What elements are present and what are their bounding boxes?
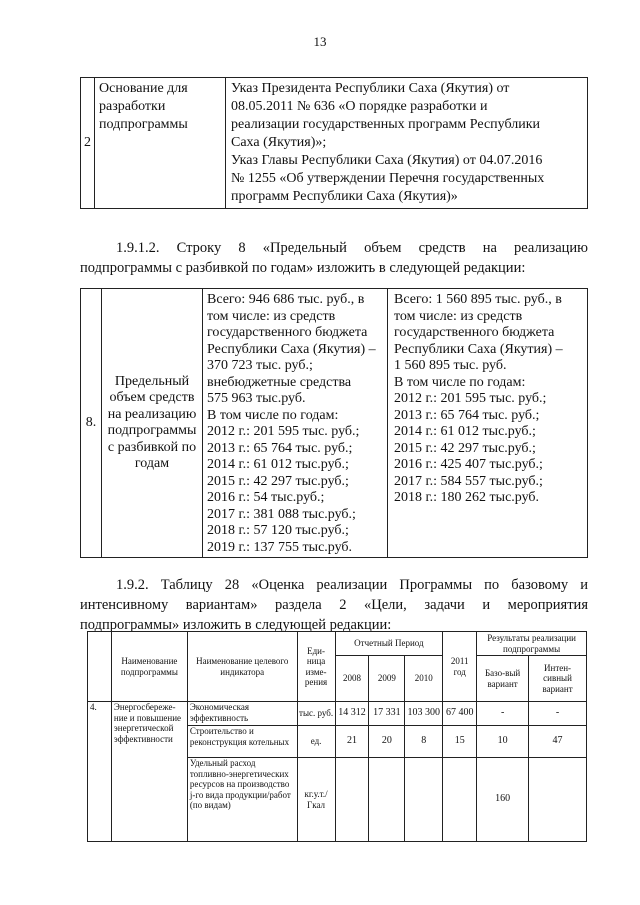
unit-cell: ед. [297, 726, 335, 758]
page-number: 13 [313, 34, 327, 49]
value-base: 160 [477, 758, 529, 842]
subprogram-name: Энергосбереже-ние и повышение энергетической эффективности [111, 702, 187, 842]
old-funding-text: Всего: 946 686 тыс. руб., в том числе: из средств государственного бюджета Республики Саха (Якутия) – 370 723 тыс. руб.; внебюджетные средства 575 963 тыс.руб. В том числе по годам: 2012 г.: 201 595 тыс. руб.; 2013 г.: 65 764 тыс. руб.; 2014 г.: 61 012 тыс.руб.; 2015 г.: 42 297 тыс.руб.; 2016 г.: 54 тыс.руб.; 2017 г.: 381 088 тыс.руб.; 2018 г.: 57 120 тыс.руб.; 2019 г.: 137 755 тыс.руб. [203, 289, 388, 558]
value-2011: 15 [443, 726, 477, 758]
col-header-results: Результаты реализации подпрограммы [477, 632, 587, 656]
value-2010: 103 300 [405, 702, 443, 726]
indicator-name: Экономическая эффективность [187, 702, 297, 726]
value-base: 10 [477, 726, 529, 758]
unit-cell: кг.у.т./ Гкал [297, 758, 335, 842]
unit-cell: тыс. руб. [297, 702, 335, 726]
value-2008: 21 [335, 726, 369, 758]
row-number: 4. [88, 702, 112, 842]
col-header-unit: Еди-ница изме-рения [297, 632, 335, 702]
value-2010: 8 [405, 726, 443, 758]
col-header-period: Отчетный Период [335, 632, 443, 656]
value-2009 [369, 758, 405, 842]
paragraph-1-9-1-2: 1.9.1.2. Строку 8 «Предельный объем средств на реализацию подпрограммы с разбивкой по годам» изложить в следующей редакции: [80, 240, 588, 276]
value-2009: 20 [369, 726, 405, 758]
col-header-subprogram: Наименование подпрограммы [111, 632, 187, 702]
col-header-base: Базо-вый вариант [477, 656, 529, 702]
program-evaluation-table [87, 631, 587, 842]
value-2009: 17 331 [369, 702, 405, 726]
row-label: Предельный объем средств на реализацию подпрограммы с разбивкой по годам [102, 289, 203, 558]
value-2011: 67 400 [443, 702, 477, 726]
value-base: - [477, 702, 529, 726]
row-text: Указ Президента Республики Саха (Якутия) от 08.05.2011 № 636 «О порядке разработки и реализации государственных программ Республики Саха (Якутия)»; Указ Главы Республики Саха (Якутия) от 04.07.2016 № 1255 «Об утверждении Перечня государственных программ Республики Саха (Якутия)» [226, 78, 588, 209]
col-header-2009: 2009 [369, 656, 405, 702]
value-2008 [335, 758, 369, 842]
value-2011 [443, 758, 477, 842]
new-funding-text: Всего: 1 560 895 тыс. руб., в том числе: из средств государственного бюджета Республики Саха (Якутия) – 1 560 895 тыс. руб. В том числе по годам: 2012 г.: 201 595 тыс. руб.; 2013 г.: 65 764 тыс. руб.; 2014 г.: 61 012 тыс.руб.; 2015 г.: 42 297 тыс.руб.; 2016 г.: 425 407 тыс.руб.; 2017 г.: 584 557 тыс.руб.; 2018 г.: 180 262 тыс.руб. [388, 289, 588, 558]
row-number: 8. [81, 289, 102, 558]
value-2010 [405, 758, 443, 842]
row-label: Основание для разработки подпрограммы [95, 78, 226, 209]
col-header-indicator: Наименование целевого индикатора [187, 632, 297, 702]
value-intense: - [529, 702, 587, 726]
col-header-2010: 2010 [405, 656, 443, 702]
indicator-name: Строительство и реконструкция котельных [187, 726, 297, 758]
funding-limit-table [80, 288, 588, 558]
row-number: 2 [81, 78, 95, 209]
col-header-intense: Интен-сивный вариант [529, 656, 587, 702]
value-intense [529, 758, 587, 842]
col-header-2008: 2008 [335, 656, 369, 702]
paragraph-1-9-2: 1.9.2. Таблицу 28 «Оценка реализации Программы по базовому и интенсивному вариантам» раздела 2 «Цели, задачи и мероприятия подпрограммы» изложить в следующей редакции: [80, 577, 588, 633]
col-header-num [88, 632, 112, 702]
value-2008: 14 312 [335, 702, 369, 726]
value-intense: 47 [529, 726, 587, 758]
subprogram-basis-table [80, 77, 588, 209]
col-header-2011: 2011 год [443, 632, 477, 702]
indicator-name: Удельный расход топливно-энергетических ресурсов на производство j-го вида продукции/работ (по видам) [187, 758, 297, 842]
